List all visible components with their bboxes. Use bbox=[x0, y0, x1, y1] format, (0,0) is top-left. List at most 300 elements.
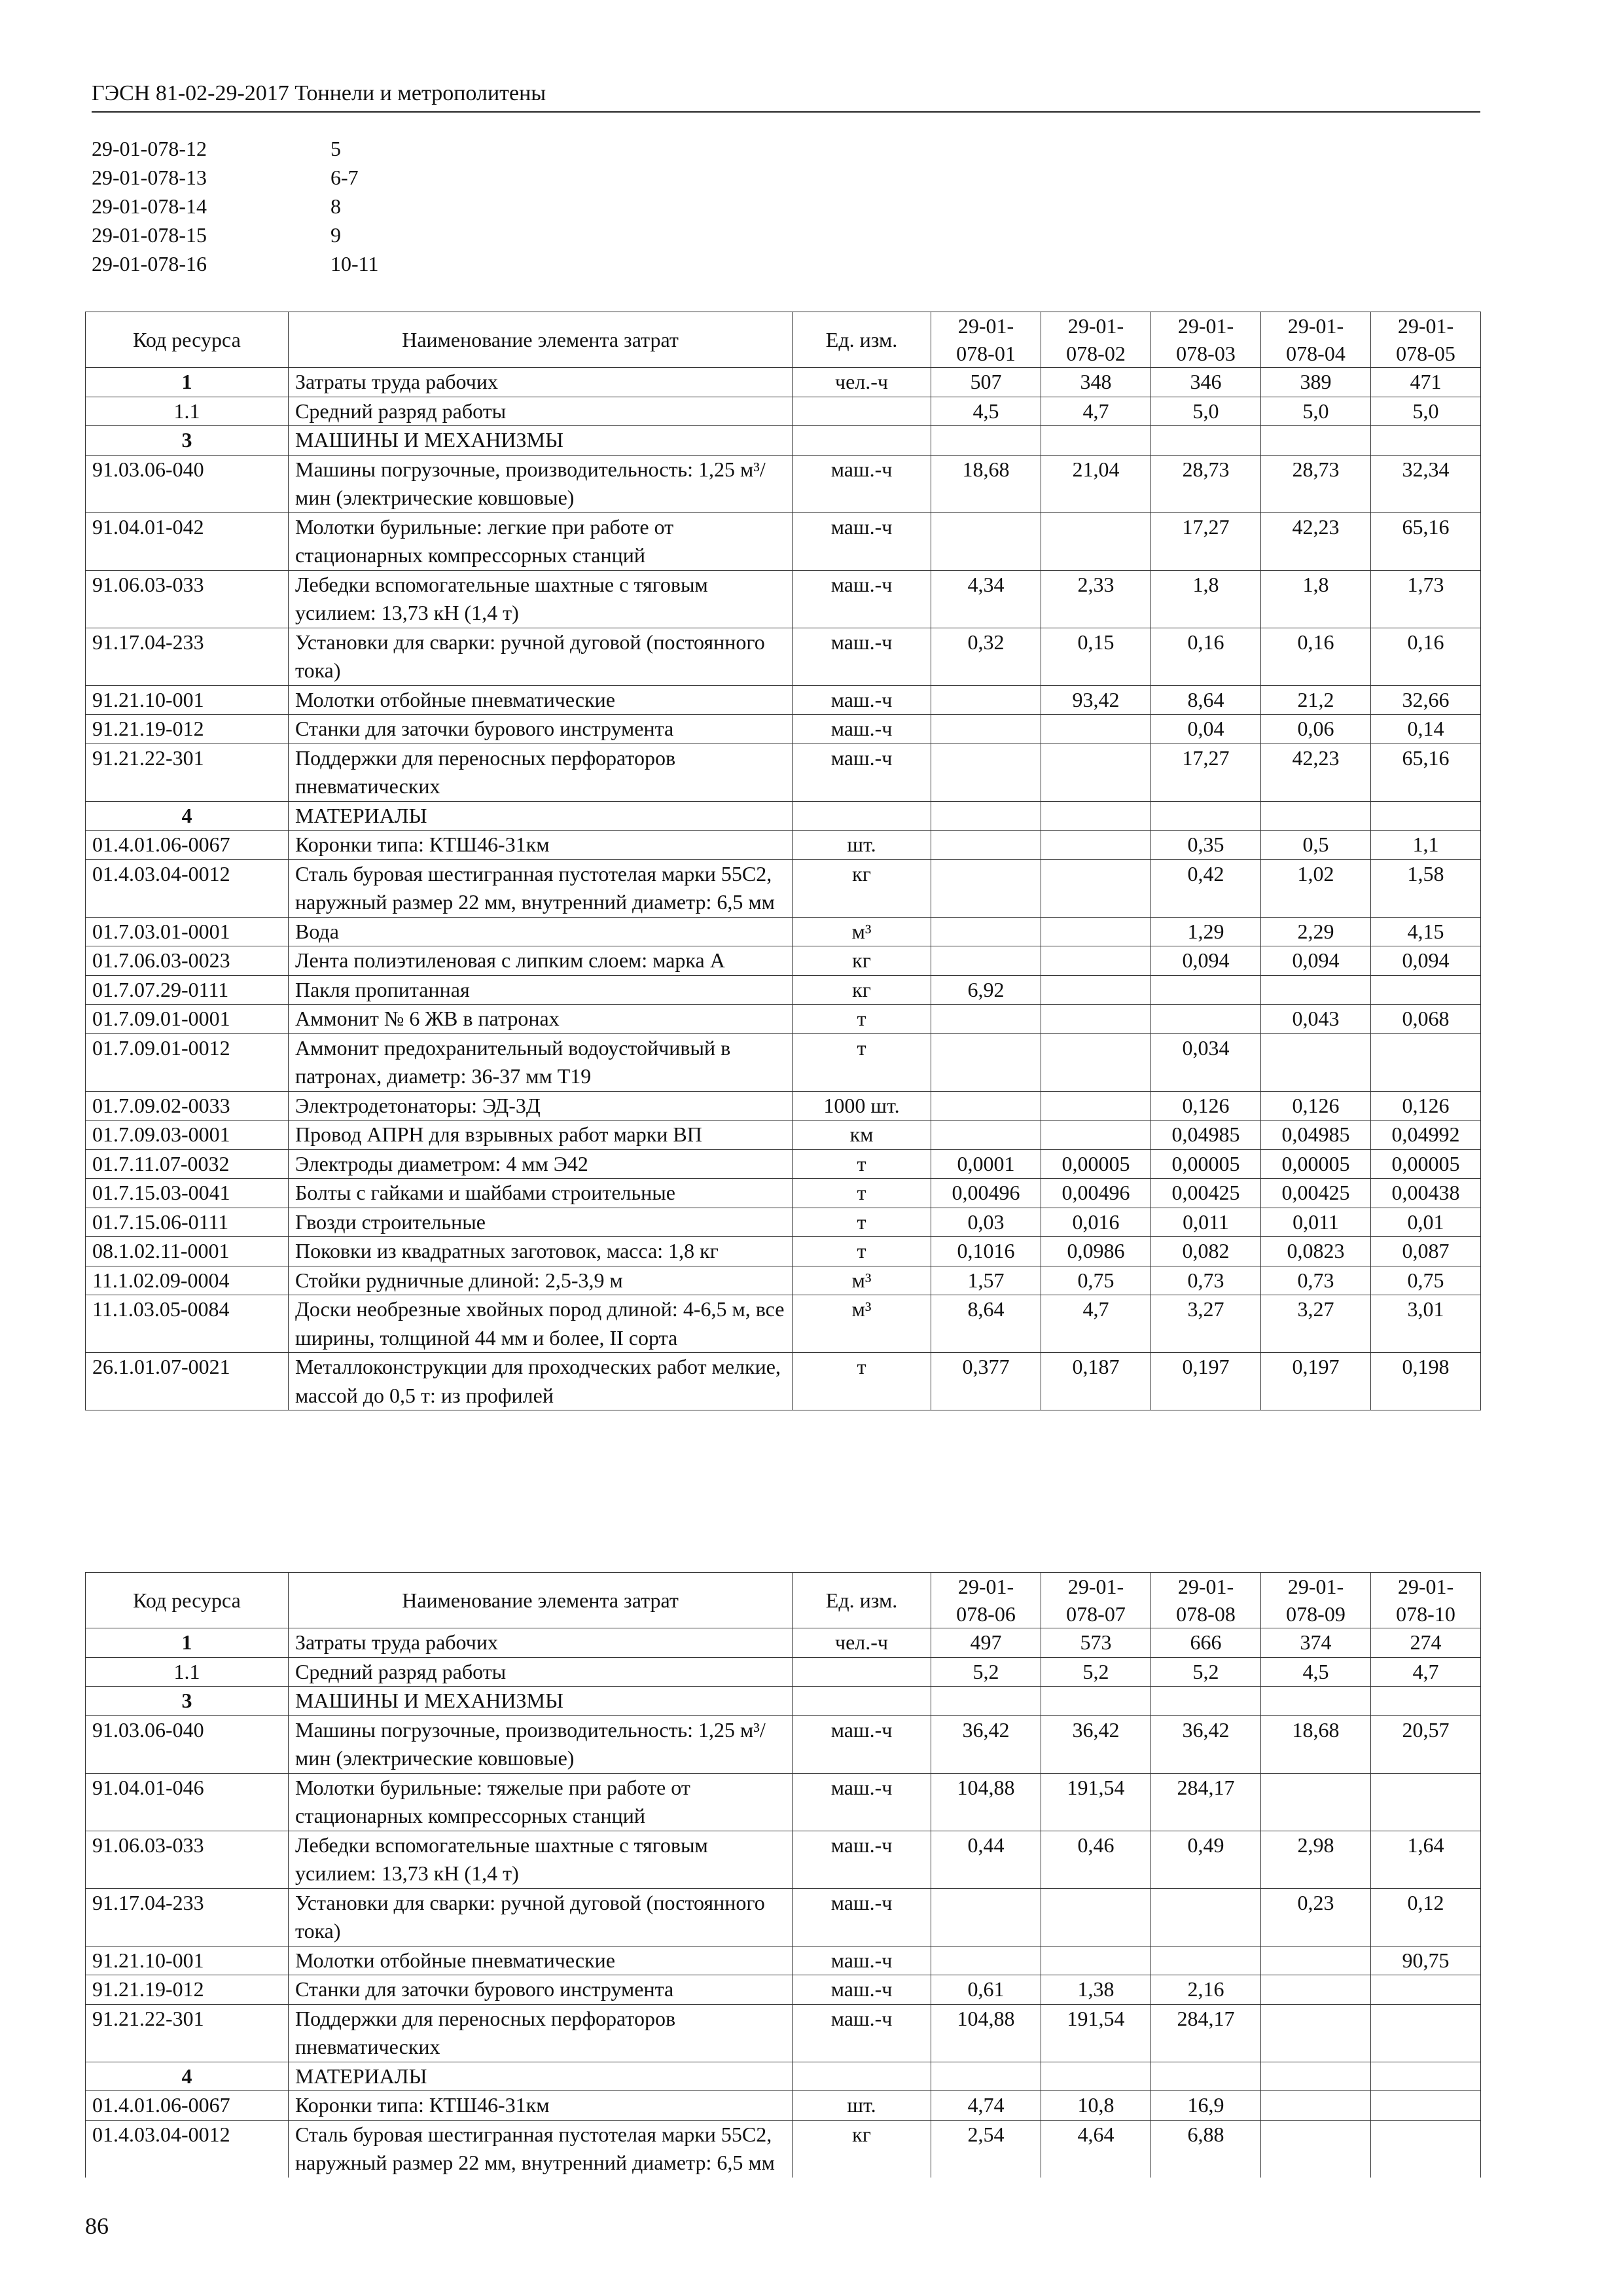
value-cell: 32,66 bbox=[1371, 685, 1481, 715]
resource-code: 4 bbox=[86, 2062, 289, 2091]
resource-code: 1.1 bbox=[86, 1657, 289, 1687]
value-cell: 4,5 bbox=[931, 397, 1041, 426]
resource-code: 01.7.06.03-0023 bbox=[86, 946, 289, 976]
value-cell: 17,27 bbox=[1151, 512, 1261, 570]
value-cell bbox=[1151, 801, 1261, 831]
unit-cell: маш.-ч bbox=[793, 1888, 931, 1946]
cost-element-name: Пакля пропитанная bbox=[289, 975, 793, 1005]
table-row bbox=[86, 1831, 1481, 1888]
resource-table-2 bbox=[85, 1572, 1481, 2178]
unit-cell: км bbox=[793, 1121, 931, 1150]
value-cell: 0,126 bbox=[1151, 1091, 1261, 1121]
value-cell bbox=[931, 801, 1041, 831]
table-row bbox=[86, 570, 1481, 628]
value-cell: 0,082 bbox=[1151, 1237, 1261, 1266]
cost-element-name: Лебедки вспомогательные шахтные с тяговым усилием: 13,73 кН (1,4 т) bbox=[289, 1831, 793, 1888]
resource-code: 91.21.22-301 bbox=[86, 2004, 289, 2062]
value-cell bbox=[1041, 801, 1151, 831]
resource-code: 01.4.03.04-0012 bbox=[86, 2120, 289, 2178]
resource-code: 91.17.04-233 bbox=[86, 1888, 289, 1946]
header-col: 29-01- 078-10 bbox=[1371, 1573, 1481, 1628]
value-cell: 284,17 bbox=[1151, 2004, 1261, 2062]
value-cell: 5,0 bbox=[1151, 397, 1261, 426]
unit-cell bbox=[793, 1657, 931, 1687]
unit-cell: маш.-ч bbox=[793, 1975, 931, 2005]
unit-cell bbox=[793, 426, 931, 456]
table-row bbox=[86, 1353, 1481, 1410]
value-cell: 8,64 bbox=[1151, 685, 1261, 715]
document-title: ГЭСН 81-02-29-2017 Тоннели и метрополитены bbox=[92, 81, 546, 105]
unit-cell bbox=[793, 397, 931, 426]
table-row bbox=[86, 1773, 1481, 1831]
resource-code: 1 bbox=[86, 368, 289, 397]
value-cell bbox=[1261, 1773, 1371, 1831]
cost-element-name: Гвозди строительные bbox=[289, 1208, 793, 1237]
code-mapping-value: 8 bbox=[330, 194, 341, 218]
table-row bbox=[86, 1657, 1481, 1687]
value-cell bbox=[931, 1888, 1041, 1946]
cost-element-name: Затраты труда рабочих bbox=[289, 368, 793, 397]
header-col: 29-01- 078-04 bbox=[1261, 312, 1371, 368]
code-mapping-list bbox=[92, 134, 378, 278]
value-cell bbox=[1371, 1773, 1481, 1831]
cost-element-name: Электроды диаметром: 4 мм Э42 bbox=[289, 1149, 793, 1179]
value-cell bbox=[931, 1091, 1041, 1121]
resource-code: 01.7.15.06-0111 bbox=[86, 1208, 289, 1237]
cost-element-name: Поковки из квадратных заготовок, масса: 1,8 кг bbox=[289, 1237, 793, 1266]
value-cell: 191,54 bbox=[1041, 1773, 1151, 1831]
cost-element-name: Доски необрезные хвойных пород длиной: 4-6,5 м, все ширины, толщиной 44 мм и более, II сорта bbox=[289, 1295, 793, 1353]
value-cell: 0,016 bbox=[1041, 1208, 1151, 1237]
value-cell: 0,187 bbox=[1041, 1353, 1151, 1410]
cost-element-name: Средний разряд работы bbox=[289, 397, 793, 426]
cost-element-name: Лента полиэтиленовая с липким слоем: марка А bbox=[289, 946, 793, 976]
unit-cell: чел.-ч bbox=[793, 368, 931, 397]
value-cell: 0,068 bbox=[1371, 1005, 1481, 1034]
unit-cell: м³ bbox=[793, 1295, 931, 1353]
value-cell: 346 bbox=[1151, 368, 1261, 397]
value-cell: 20,57 bbox=[1371, 1715, 1481, 1773]
value-cell: 0,00005 bbox=[1151, 1149, 1261, 1179]
value-cell: 0,1016 bbox=[931, 1237, 1041, 1266]
value-cell bbox=[931, 1946, 1041, 1975]
table-row bbox=[86, 715, 1481, 744]
value-cell: 65,16 bbox=[1371, 512, 1481, 570]
cost-element-name: МАШИНЫ И МЕХАНИЗМЫ bbox=[289, 426, 793, 456]
header-code: Код ресурса bbox=[86, 312, 289, 368]
value-cell: 0,46 bbox=[1041, 1831, 1151, 1888]
value-cell: 0,00425 bbox=[1151, 1179, 1261, 1208]
value-cell: 4,5 bbox=[1261, 1657, 1371, 1687]
value-cell bbox=[1041, 512, 1151, 570]
value-cell: 10,8 bbox=[1041, 2091, 1151, 2121]
table-row bbox=[86, 1946, 1481, 1975]
value-cell: 0,04 bbox=[1151, 715, 1261, 744]
table-row bbox=[86, 1628, 1481, 1658]
value-cell: 0,197 bbox=[1151, 1353, 1261, 1410]
value-cell bbox=[1371, 2120, 1481, 2178]
value-cell bbox=[931, 426, 1041, 456]
value-cell bbox=[1041, 831, 1151, 860]
unit-cell: кг bbox=[793, 2120, 931, 2178]
value-cell bbox=[1041, 2062, 1151, 2091]
value-cell bbox=[1041, 946, 1151, 976]
value-cell: 2,98 bbox=[1261, 1831, 1371, 1888]
table-row bbox=[86, 1208, 1481, 1237]
value-cell: 0,00005 bbox=[1261, 1149, 1371, 1179]
table-row bbox=[86, 2062, 1481, 2091]
value-cell: 0,06 bbox=[1261, 715, 1371, 744]
value-cell: 0,043 bbox=[1261, 1005, 1371, 1034]
cost-element-name: МАТЕРИАЛЫ bbox=[289, 801, 793, 831]
value-cell: 42,23 bbox=[1261, 512, 1371, 570]
table-row bbox=[86, 397, 1481, 426]
header-col: 29-01- 078-03 bbox=[1151, 312, 1261, 368]
unit-cell: кг bbox=[793, 946, 931, 976]
table-row bbox=[86, 1237, 1481, 1266]
value-cell bbox=[1041, 1005, 1151, 1034]
value-cell: 0,73 bbox=[1261, 1266, 1371, 1295]
unit-cell: шт. bbox=[793, 2091, 931, 2121]
value-cell: 0,034 bbox=[1151, 1033, 1261, 1091]
header-unit: Ед. изм. bbox=[793, 312, 931, 368]
resource-code: 01.4.03.04-0012 bbox=[86, 859, 289, 917]
unit-cell: маш.-ч bbox=[793, 1831, 931, 1888]
value-cell: 4,15 bbox=[1371, 917, 1481, 946]
unit-cell: шт. bbox=[793, 831, 931, 860]
resource-code: 01.7.09.01-0012 bbox=[86, 1033, 289, 1091]
resource-code: 11.1.02.09-0004 bbox=[86, 1266, 289, 1295]
unit-cell: т bbox=[793, 1179, 931, 1208]
code-mapping-row bbox=[92, 134, 378, 163]
value-cell: 0,16 bbox=[1371, 628, 1481, 685]
code-mapping-value: 5 bbox=[330, 137, 341, 160]
cost-element-name: Средний разряд работы bbox=[289, 1657, 793, 1687]
value-cell: 0,198 bbox=[1371, 1353, 1481, 1410]
cost-element-name: Установки для сварки: ручной дуговой (постоянного тока) bbox=[289, 1888, 793, 1946]
cost-element-name: Установки для сварки: ручной дуговой (постоянного тока) bbox=[289, 628, 793, 685]
value-cell: 17,27 bbox=[1151, 744, 1261, 801]
value-cell bbox=[1041, 1946, 1151, 1975]
table-row bbox=[86, 1091, 1481, 1121]
page-number: 86 bbox=[85, 2213, 109, 2239]
resource-code: 91.06.03-033 bbox=[86, 1831, 289, 1888]
value-cell bbox=[1041, 917, 1151, 946]
value-cell: 389 bbox=[1261, 368, 1371, 397]
value-cell: 0,03 bbox=[931, 1208, 1041, 1237]
value-cell: 0,61 bbox=[931, 1975, 1041, 2005]
value-cell: 0,49 bbox=[1151, 1831, 1261, 1888]
cost-element-name: Коронки типа: КТШ46-31км bbox=[289, 2091, 793, 2121]
unit-cell: 1000 шт. bbox=[793, 1091, 931, 1121]
value-cell: 0,126 bbox=[1371, 1091, 1481, 1121]
code-mapping-value: 9 bbox=[330, 223, 341, 247]
table-row bbox=[86, 368, 1481, 397]
value-cell: 0,32 bbox=[931, 628, 1041, 685]
value-cell: 0,44 bbox=[931, 1831, 1041, 1888]
value-cell: 0,15 bbox=[1041, 628, 1151, 685]
resource-code: 01.7.15.03-0041 bbox=[86, 1179, 289, 1208]
cost-element-name: Провод АПРН для взрывных работ марки ВП bbox=[289, 1121, 793, 1150]
table-row bbox=[86, 1975, 1481, 2005]
value-cell: 0,5 bbox=[1261, 831, 1371, 860]
value-cell: 0,04985 bbox=[1151, 1121, 1261, 1150]
value-cell: 4,7 bbox=[1371, 1657, 1481, 1687]
value-cell: 1,57 bbox=[931, 1266, 1041, 1295]
resource-code: 91.21.22-301 bbox=[86, 744, 289, 801]
value-cell: 5,2 bbox=[931, 1657, 1041, 1687]
value-cell: 0,197 bbox=[1261, 1353, 1371, 1410]
unit-cell: кг bbox=[793, 859, 931, 917]
value-cell: 16,9 bbox=[1151, 2091, 1261, 2121]
value-cell bbox=[1041, 1687, 1151, 1716]
value-cell: 348 bbox=[1041, 368, 1151, 397]
code-mapping-code: 29-01-078-14 bbox=[92, 194, 207, 218]
value-cell: 6,92 bbox=[931, 975, 1041, 1005]
resource-code: 91.03.06-040 bbox=[86, 455, 289, 512]
value-cell: 0,00425 bbox=[1261, 1179, 1371, 1208]
value-cell bbox=[1041, 859, 1151, 917]
code-mapping-value: 6-7 bbox=[330, 166, 359, 189]
code-mapping-row bbox=[92, 192, 378, 221]
value-cell: 0,0823 bbox=[1261, 1237, 1371, 1266]
unit-cell: чел.-ч bbox=[793, 1628, 931, 1658]
table-row bbox=[86, 1179, 1481, 1208]
code-mapping-code: 29-01-078-15 bbox=[92, 223, 207, 247]
value-cell: 21,04 bbox=[1041, 455, 1151, 512]
value-cell: 4,74 bbox=[931, 2091, 1041, 2121]
value-cell bbox=[1261, 1033, 1371, 1091]
value-cell bbox=[1261, 975, 1371, 1005]
value-cell bbox=[1041, 1888, 1151, 1946]
header-col: 29-01- 078-06 bbox=[931, 1573, 1041, 1628]
cost-element-name: Сталь буровая шестигранная пустотелая марки 55С2, наружный размер 22 мм, внутренний диаметр: 6,5 мм bbox=[289, 2120, 793, 2178]
cost-element-name: МАШИНЫ И МЕХАНИЗМЫ bbox=[289, 1687, 793, 1716]
table-row bbox=[86, 1149, 1481, 1179]
value-cell bbox=[931, 1121, 1041, 1150]
header-code: Код ресурса bbox=[86, 1573, 289, 1628]
cost-element-name: МАТЕРИАЛЫ bbox=[289, 2062, 793, 2091]
cost-element-name: Молотки отбойные пневматические bbox=[289, 1946, 793, 1975]
running-header bbox=[92, 77, 1480, 113]
value-cell: 1,64 bbox=[1371, 1831, 1481, 1888]
value-cell bbox=[1041, 426, 1151, 456]
cost-element-name: Станки для заточки бурового инструмента bbox=[289, 715, 793, 744]
value-cell: 374 bbox=[1261, 1628, 1371, 1658]
value-cell bbox=[931, 831, 1041, 860]
value-cell bbox=[1371, 2062, 1481, 2091]
value-cell: 0,01 bbox=[1371, 1208, 1481, 1237]
value-cell: 0,00005 bbox=[1041, 1149, 1151, 1179]
value-cell: 0,42 bbox=[1151, 859, 1261, 917]
unit-cell bbox=[793, 801, 931, 831]
cost-element-name: Машины погрузочные, производительность: 1,25 м³/мин (электрические ковшовые) bbox=[289, 1715, 793, 1773]
table-row bbox=[86, 455, 1481, 512]
value-cell bbox=[1371, 1033, 1481, 1091]
resource-code: 4 bbox=[86, 801, 289, 831]
table-row bbox=[86, 2091, 1481, 2121]
header-name: Наименование элемента затрат bbox=[289, 312, 793, 368]
value-cell bbox=[1371, 2091, 1481, 2121]
resource-code: 01.7.09.01-0001 bbox=[86, 1005, 289, 1034]
cost-element-name: Электродетонаторы: ЭД-3Д bbox=[289, 1091, 793, 1121]
header-col: 29-01- 078-08 bbox=[1151, 1573, 1261, 1628]
resource-code: 3 bbox=[86, 1687, 289, 1716]
table-row bbox=[86, 801, 1481, 831]
value-cell bbox=[1151, 1687, 1261, 1716]
value-cell bbox=[1261, 2120, 1371, 2178]
value-cell bbox=[931, 859, 1041, 917]
cost-element-name: Поддержки для переносных перфораторов пневматических bbox=[289, 744, 793, 801]
cost-element-name: Вода bbox=[289, 917, 793, 946]
unit-cell: т bbox=[793, 1149, 931, 1179]
table-row bbox=[86, 685, 1481, 715]
cost-element-name: Коронки типа: КТШ46-31км bbox=[289, 831, 793, 860]
value-cell bbox=[931, 1033, 1041, 1091]
value-cell: 8,64 bbox=[931, 1295, 1041, 1353]
unit-cell: м³ bbox=[793, 1266, 931, 1295]
code-mapping-code: 29-01-078-12 bbox=[92, 137, 207, 160]
value-cell: 0,23 bbox=[1261, 1888, 1371, 1946]
value-cell bbox=[1371, 426, 1481, 456]
resource-code: 1 bbox=[86, 1628, 289, 1658]
cost-element-name: Молотки бурильные: легкие при работе от стационарных компрессорных станций bbox=[289, 512, 793, 570]
value-cell: 36,42 bbox=[1041, 1715, 1151, 1773]
header-unit: Ед. изм. bbox=[793, 1573, 931, 1628]
unit-cell: маш.-ч bbox=[793, 715, 931, 744]
cost-element-name: Машины погрузочные, производительность: 1,25 м³/мин (электрические ковшовые) bbox=[289, 455, 793, 512]
value-cell bbox=[1261, 1946, 1371, 1975]
value-cell bbox=[931, 744, 1041, 801]
value-cell: 0,094 bbox=[1371, 946, 1481, 976]
value-cell bbox=[931, 917, 1041, 946]
value-cell: 0,094 bbox=[1151, 946, 1261, 976]
value-cell bbox=[931, 2062, 1041, 2091]
value-cell: 0,73 bbox=[1151, 1266, 1261, 1295]
unit-cell: т bbox=[793, 1033, 931, 1091]
value-cell bbox=[1261, 2004, 1371, 2062]
value-cell: 28,73 bbox=[1261, 455, 1371, 512]
value-cell: 1,02 bbox=[1261, 859, 1371, 917]
value-cell: 0,0986 bbox=[1041, 1237, 1151, 1266]
value-cell bbox=[1041, 1121, 1151, 1150]
value-cell: 32,34 bbox=[1371, 455, 1481, 512]
cost-element-name: Молотки отбойные пневматические bbox=[289, 685, 793, 715]
table-row bbox=[86, 426, 1481, 456]
header-col: 29-01- 078-09 bbox=[1261, 1573, 1371, 1628]
value-cell: 93,42 bbox=[1041, 685, 1151, 715]
table-row bbox=[86, 1121, 1481, 1150]
value-cell: 4,7 bbox=[1041, 1295, 1151, 1353]
value-cell bbox=[1041, 715, 1151, 744]
value-cell: 4,7 bbox=[1041, 397, 1151, 426]
unit-cell: маш.-ч bbox=[793, 744, 931, 801]
value-cell bbox=[931, 715, 1041, 744]
resource-code: 01.7.07.29-0111 bbox=[86, 975, 289, 1005]
value-cell: 104,88 bbox=[931, 1773, 1041, 1831]
value-cell bbox=[1371, 2004, 1481, 2062]
table-row bbox=[86, 1888, 1481, 1946]
resource-code: 91.03.06-040 bbox=[86, 1715, 289, 1773]
resource-code: 01.7.09.03-0001 bbox=[86, 1121, 289, 1150]
value-cell: 0,0001 bbox=[931, 1149, 1041, 1179]
value-cell: 284,17 bbox=[1151, 1773, 1261, 1831]
value-cell bbox=[1151, 2062, 1261, 2091]
value-cell: 0,16 bbox=[1151, 628, 1261, 685]
value-cell: 0,04992 bbox=[1371, 1121, 1481, 1150]
table-row bbox=[86, 2004, 1481, 2062]
value-cell bbox=[1371, 975, 1481, 1005]
value-cell bbox=[931, 512, 1041, 570]
value-cell bbox=[1151, 1946, 1261, 1975]
code-mapping-row bbox=[92, 249, 378, 278]
value-cell: 1,73 bbox=[1371, 570, 1481, 628]
resource-code: 08.1.02.11-0001 bbox=[86, 1237, 289, 1266]
value-cell: 3,27 bbox=[1151, 1295, 1261, 1353]
resource-code: 3 bbox=[86, 426, 289, 456]
value-cell: 0,16 bbox=[1261, 628, 1371, 685]
cost-element-name: Аммонит № 6 ЖВ в патронах bbox=[289, 1005, 793, 1034]
value-cell: 1,29 bbox=[1151, 917, 1261, 946]
code-mapping-row bbox=[92, 221, 378, 249]
unit-cell: т bbox=[793, 1208, 931, 1237]
value-cell: 5,2 bbox=[1151, 1657, 1261, 1687]
value-cell: 0,12 bbox=[1371, 1888, 1481, 1946]
value-cell bbox=[931, 1005, 1041, 1034]
value-cell: 274 bbox=[1371, 1628, 1481, 1658]
value-cell: 1,38 bbox=[1041, 1975, 1151, 2005]
cost-element-name: Металлоконструкции для проходческих работ мелкие, массой до 0,5 т: из профилей bbox=[289, 1353, 793, 1410]
code-mapping-value: 10-11 bbox=[330, 252, 379, 276]
cost-element-name: Аммонит предохранительный водоустойчивый в патронах, диаметр: 36-37 мм Т19 bbox=[289, 1033, 793, 1091]
unit-cell: маш.-ч bbox=[793, 628, 931, 685]
resource-code: 91.21.19-012 bbox=[86, 715, 289, 744]
value-cell: 0,011 bbox=[1151, 1208, 1261, 1237]
value-cell: 2,33 bbox=[1041, 570, 1151, 628]
value-cell: 2,54 bbox=[931, 2120, 1041, 2178]
cost-element-name: Затраты труда рабочих bbox=[289, 1628, 793, 1658]
value-cell bbox=[1151, 426, 1261, 456]
value-cell: 0,35 bbox=[1151, 831, 1261, 860]
value-cell bbox=[1151, 975, 1261, 1005]
value-cell: 666 bbox=[1151, 1628, 1261, 1658]
value-cell: 36,42 bbox=[1151, 1715, 1261, 1773]
value-cell: 2,16 bbox=[1151, 1975, 1261, 2005]
value-cell bbox=[1371, 1687, 1481, 1716]
value-cell: 28,73 bbox=[1151, 455, 1261, 512]
value-cell bbox=[1151, 1005, 1261, 1034]
value-cell: 6,88 bbox=[1151, 2120, 1261, 2178]
resource-table-1 bbox=[85, 312, 1481, 1410]
resource-code: 91.21.10-001 bbox=[86, 685, 289, 715]
cost-element-name: Станки для заточки бурового инструмента bbox=[289, 1975, 793, 2005]
value-cell: 4,34 bbox=[931, 570, 1041, 628]
code-mapping-code: 29-01-078-16 bbox=[92, 252, 207, 276]
value-cell bbox=[931, 685, 1041, 715]
resource-code: 01.4.01.06-0067 bbox=[86, 831, 289, 860]
unit-cell: т bbox=[793, 1353, 931, 1410]
unit-cell: маш.-ч bbox=[793, 1773, 931, 1831]
value-cell bbox=[1261, 2062, 1371, 2091]
value-cell: 18,68 bbox=[1261, 1715, 1371, 1773]
resource-code: 91.04.01-046 bbox=[86, 1773, 289, 1831]
value-cell: 0,00438 bbox=[1371, 1179, 1481, 1208]
table-row bbox=[86, 1005, 1481, 1034]
table-row bbox=[86, 859, 1481, 917]
value-cell: 497 bbox=[931, 1628, 1041, 1658]
resource-code: 91.21.10-001 bbox=[86, 1946, 289, 1975]
value-cell bbox=[1261, 1975, 1371, 2005]
